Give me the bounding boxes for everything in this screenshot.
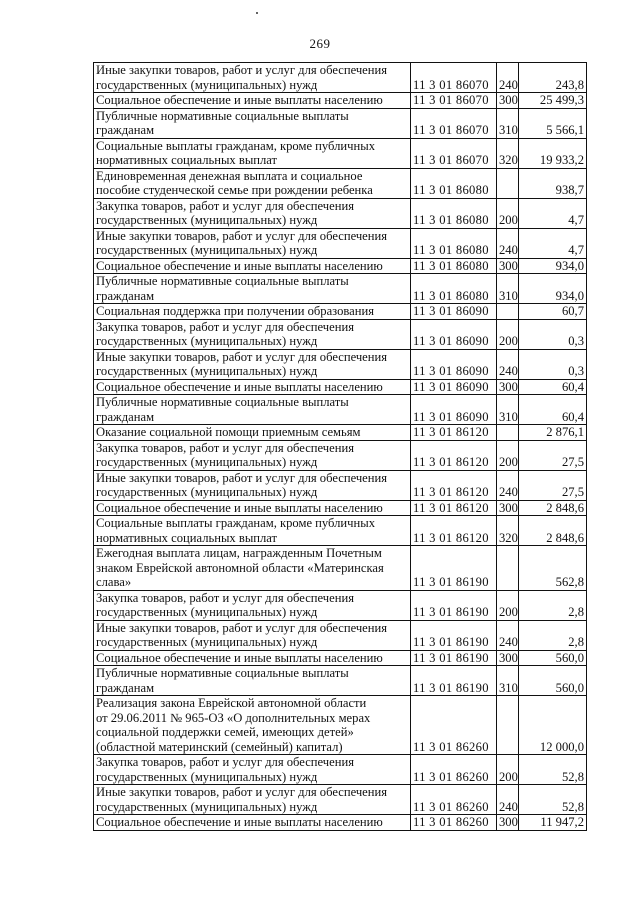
row-code-cell: 11 3 01 86090 xyxy=(411,395,497,425)
row-name-line: государственных (муниципальных) нужд xyxy=(96,635,318,649)
row-sum-cell: 60,7 xyxy=(519,304,587,320)
row-name-cell xyxy=(94,440,411,470)
row-kvr-cell: 310 xyxy=(497,274,519,304)
row-code-cell: 11 3 01 86120 xyxy=(411,425,497,441)
row-kvr-cell: 240 xyxy=(497,349,519,379)
row-sum-cell: 560,0 xyxy=(519,666,587,696)
row-name-line: Социальная поддержка при получении образования xyxy=(96,304,375,318)
row-name-cell xyxy=(94,620,411,650)
row-code-cell: 11 3 01 86190 xyxy=(411,650,497,666)
row-code-cell: 11 3 01 86080 xyxy=(411,258,497,274)
row-name-line: Реализация закона Еврейской автономной области xyxy=(96,696,367,710)
row-name-line: Закупка товаров, работ и услуг для обеспечения xyxy=(96,440,355,455)
row-code-cell: 11 3 01 86080 xyxy=(411,274,497,304)
table-row xyxy=(94,228,587,258)
row-name-cell xyxy=(94,546,411,591)
row-name-cell xyxy=(94,93,411,109)
row-name-line: нормативных социальных выплат xyxy=(96,153,278,167)
table-row xyxy=(94,395,587,425)
row-name-line: Иные закупки товаров, работ и услуг для обеспечения xyxy=(96,228,388,243)
row-name-cell xyxy=(94,108,411,138)
row-name-cell xyxy=(94,815,411,831)
row-name-line: Оказание социальной помощи приемным семьям xyxy=(96,425,361,439)
row-code-cell: 11 3 01 86260 xyxy=(411,696,497,755)
row-name-cell xyxy=(94,168,411,198)
row-code-cell: 11 3 01 86190 xyxy=(411,666,497,696)
table-row xyxy=(94,755,587,785)
row-name-line: государственных (муниципальных) нужд xyxy=(96,334,318,348)
row-code-cell: 11 3 01 86080 xyxy=(411,198,497,228)
table-row xyxy=(94,590,587,620)
row-name-cell xyxy=(94,650,411,666)
row-name-line: социальной поддержки семей, имеющих детей» xyxy=(96,725,354,739)
row-code-cell: 11 3 01 86070 xyxy=(411,63,497,93)
row-kvr-cell: 240 xyxy=(497,785,519,815)
scan-speck xyxy=(256,12,258,14)
row-kvr-cell: 200 xyxy=(497,755,519,785)
row-kvr-cell: 300 xyxy=(497,815,519,831)
table-row xyxy=(94,815,587,831)
row-code-cell: 11 3 01 86260 xyxy=(411,815,497,831)
budget-table-body xyxy=(94,63,587,831)
row-code-cell: 11 3 01 86260 xyxy=(411,785,497,815)
row-kvr-cell: 240 xyxy=(497,63,519,93)
row-code-cell: 11 3 01 86080 xyxy=(411,228,497,258)
row-name-cell xyxy=(94,304,411,320)
row-name-line: Публичные нормативные социальные выплаты xyxy=(96,274,349,288)
row-kvr-cell: 300 xyxy=(497,379,519,395)
row-sum-cell: 243,8 xyxy=(519,63,587,93)
row-kvr-cell: 300 xyxy=(497,93,519,109)
row-name-line: Социальное обеспечение и иные выплаты населению xyxy=(96,815,383,829)
row-name-line: Иные закупки товаров, работ и услуг для обеспечения xyxy=(96,63,388,77)
row-name-line: государственных (муниципальных) нужд xyxy=(96,455,318,469)
table-row xyxy=(94,516,587,546)
budget-table xyxy=(93,62,587,831)
row-kvr-cell: 310 xyxy=(497,666,519,696)
row-code-cell: 11 3 01 86120 xyxy=(411,500,497,516)
row-sum-cell: 2,8 xyxy=(519,590,587,620)
row-code-cell: 11 3 01 86090 xyxy=(411,304,497,320)
row-name-line: государственных (муниципальных) нужд xyxy=(96,364,318,378)
row-name-cell xyxy=(94,349,411,379)
table-row xyxy=(94,93,587,109)
row-kvr-cell: 310 xyxy=(497,395,519,425)
row-sum-cell: 19 933,2 xyxy=(519,138,587,168)
row-name-line: Закупка товаров, работ и услуг для обеспечения xyxy=(96,590,355,605)
row-kvr-cell: 200 xyxy=(497,198,519,228)
row-sum-cell: 938,7 xyxy=(519,168,587,198)
row-name-line: Социальное обеспечение и иные выплаты населению xyxy=(96,93,383,107)
row-sum-cell: 562,8 xyxy=(519,546,587,591)
row-kvr-cell: 300 xyxy=(497,500,519,516)
row-code-cell: 11 3 01 86070 xyxy=(411,93,497,109)
page-number: 269 xyxy=(309,36,331,51)
row-code-cell: 11 3 01 86120 xyxy=(411,516,497,546)
row-name-line: Иные закупки товаров, работ и услуг для обеспечения xyxy=(96,620,388,635)
table-row xyxy=(94,666,587,696)
row-name-cell xyxy=(94,395,411,425)
row-name-line: Социальные выплаты гражданам, кроме публичных xyxy=(96,516,375,530)
row-name-line: государственных (муниципальных) нужд xyxy=(96,213,318,227)
row-sum-cell: 2 848,6 xyxy=(519,516,587,546)
table-row xyxy=(94,696,587,755)
row-name-cell xyxy=(94,590,411,620)
table-row xyxy=(94,319,587,349)
row-name-line: (областной материнский (семейный) капитал) xyxy=(96,739,343,754)
row-name-line: Публичные нормативные социальные выплаты xyxy=(96,395,349,409)
row-name-cell xyxy=(94,500,411,516)
row-code-cell: 11 3 01 86070 xyxy=(411,138,497,168)
table-row xyxy=(94,440,587,470)
row-sum-cell: 11 947,2 xyxy=(519,815,587,831)
table-row xyxy=(94,470,587,500)
row-sum-cell: 0,3 xyxy=(519,349,587,379)
row-sum-cell: 60,4 xyxy=(519,395,587,425)
row-name-cell xyxy=(94,274,411,304)
row-kvr-cell xyxy=(497,168,519,198)
row-name-line: Закупка товаров, работ и услуг для обеспечения xyxy=(96,198,355,213)
row-name-line: пособие студенческой семье при рождении ребенка xyxy=(96,183,373,197)
row-name-cell xyxy=(94,666,411,696)
table-row xyxy=(94,138,587,168)
row-name-line: Ежегодная выплата лицам, награжденным Почетным xyxy=(96,546,382,560)
row-sum-cell: 4,7 xyxy=(519,198,587,228)
row-name-line: Социальное обеспечение и иные выплаты населению xyxy=(96,500,383,515)
row-sum-cell: 2 876,1 xyxy=(519,425,587,441)
row-name-line: Социальное обеспечение и иные выплаты населению xyxy=(96,650,383,665)
row-name-line: знаком Еврейской автономной области «Материнская xyxy=(96,560,384,575)
row-kvr-cell: 310 xyxy=(497,108,519,138)
row-name-line: государственных (муниципальных) нужд xyxy=(96,77,318,92)
row-kvr-cell: 200 xyxy=(497,319,519,349)
table-row xyxy=(94,349,587,379)
row-sum-cell: 52,8 xyxy=(519,785,587,815)
row-name-line: слава» xyxy=(96,575,132,589)
row-sum-cell: 5 566,1 xyxy=(519,108,587,138)
table-row xyxy=(94,425,587,441)
row-name-cell xyxy=(94,379,411,395)
row-name-cell xyxy=(94,198,411,228)
row-name-line: Единовременная денежная выплата и социальное xyxy=(96,168,363,183)
table-row xyxy=(94,198,587,228)
row-sum-cell: 0,3 xyxy=(519,319,587,349)
row-name-cell xyxy=(94,319,411,349)
table-row xyxy=(94,304,587,320)
table-row xyxy=(94,650,587,666)
row-sum-cell: 25 499,3 xyxy=(519,93,587,109)
row-name-cell xyxy=(94,785,411,815)
row-kvr-cell: 200 xyxy=(497,440,519,470)
row-name-line: Закупка товаров, работ и услуг для обеспечения xyxy=(96,319,355,334)
row-sum-cell: 27,5 xyxy=(519,440,587,470)
row-kvr-cell: 240 xyxy=(497,228,519,258)
row-code-cell: 11 3 01 86190 xyxy=(411,546,497,591)
row-code-cell: 11 3 01 86090 xyxy=(411,319,497,349)
table-row xyxy=(94,785,587,815)
row-code-cell: 11 3 01 86120 xyxy=(411,440,497,470)
table-row xyxy=(94,274,587,304)
row-kvr-cell: 320 xyxy=(497,516,519,546)
table-row xyxy=(94,500,587,516)
row-sum-cell: 560,0 xyxy=(519,650,587,666)
table-row xyxy=(94,379,587,395)
row-kvr-cell xyxy=(497,304,519,320)
row-code-cell: 11 3 01 86120 xyxy=(411,470,497,500)
row-name-line: Социальное обеспечение и иные выплаты населению xyxy=(96,258,383,273)
row-name-cell xyxy=(94,516,411,546)
row-sum-cell: 27,5 xyxy=(519,470,587,500)
row-name-line: Закупка товаров, работ и услуг для обеспечения xyxy=(96,755,355,769)
table-row xyxy=(94,620,587,650)
row-name-line: Публичные нормативные социальные выплаты xyxy=(96,108,349,123)
row-name-cell xyxy=(94,258,411,274)
row-kvr-cell xyxy=(497,546,519,591)
table-row xyxy=(94,258,587,274)
row-kvr-cell: 320 xyxy=(497,138,519,168)
row-code-cell: 11 3 01 86080 xyxy=(411,168,497,198)
row-kvr-cell: 200 xyxy=(497,590,519,620)
table-row xyxy=(94,168,587,198)
row-name-line: Публичные нормативные социальные выплаты xyxy=(96,666,349,680)
row-code-cell: 11 3 01 86090 xyxy=(411,379,497,395)
row-sum-cell: 52,8 xyxy=(519,755,587,785)
row-name-line: Иные закупки товаров, работ и услуг для обеспечения xyxy=(96,349,388,364)
row-name-cell xyxy=(94,470,411,500)
row-code-cell: 11 3 01 86260 xyxy=(411,755,497,785)
row-kvr-cell: 240 xyxy=(497,620,519,650)
row-kvr-cell xyxy=(497,425,519,441)
row-name-line: Социальные выплаты гражданам, кроме публичных xyxy=(96,138,375,153)
table-row xyxy=(94,546,587,591)
row-name-line: государственных (муниципальных) нужд xyxy=(96,799,318,814)
row-sum-cell: 4,7 xyxy=(519,228,587,258)
row-kvr-cell: 300 xyxy=(497,258,519,274)
row-name-cell xyxy=(94,696,411,755)
row-kvr-cell xyxy=(497,696,519,755)
row-sum-cell: 934,0 xyxy=(519,274,587,304)
row-sum-cell: 12 000,0 xyxy=(519,696,587,755)
row-name-line: Иные закупки товаров, работ и услуг для обеспечения xyxy=(96,470,388,485)
row-name-line: гражданам xyxy=(96,288,155,303)
row-name-line: гражданам xyxy=(96,123,155,137)
table-row xyxy=(94,108,587,138)
row-name-line: гражданам xyxy=(96,680,155,695)
row-code-cell: 11 3 01 86190 xyxy=(411,620,497,650)
row-name-line: гражданам xyxy=(96,409,155,424)
row-code-cell: 11 3 01 86190 xyxy=(411,590,497,620)
row-name-cell xyxy=(94,138,411,168)
row-name-cell xyxy=(94,63,411,93)
row-code-cell: 11 3 01 86070 xyxy=(411,108,497,138)
row-kvr-cell: 240 xyxy=(497,470,519,500)
row-name-cell xyxy=(94,228,411,258)
table-row xyxy=(94,63,587,93)
row-code-cell: 11 3 01 86090 xyxy=(411,349,497,379)
row-name-line: Социальное обеспечение и иные выплаты населению xyxy=(96,379,383,394)
row-name-line: государственных (муниципальных) нужд xyxy=(96,769,318,784)
row-sum-cell: 2,8 xyxy=(519,620,587,650)
row-kvr-cell: 300 xyxy=(497,650,519,666)
row-sum-cell: 934,0 xyxy=(519,258,587,274)
row-name-line: Иные закупки товаров, работ и услуг для обеспечения xyxy=(96,785,388,799)
row-sum-cell: 2 848,6 xyxy=(519,500,587,516)
row-name-line: государственных (муниципальных) нужд xyxy=(96,485,318,499)
row-name-cell xyxy=(94,755,411,785)
row-name-line: нормативных социальных выплат xyxy=(96,530,278,545)
row-name-line: от 29.06.2011 № 965-ОЗ «О дополнительных мерах xyxy=(96,710,371,725)
row-name-cell xyxy=(94,425,411,441)
row-name-line: государственных (муниципальных) нужд xyxy=(96,605,318,619)
row-name-line: государственных (муниципальных) нужд xyxy=(96,243,318,257)
row-sum-cell: 60,4 xyxy=(519,379,587,395)
